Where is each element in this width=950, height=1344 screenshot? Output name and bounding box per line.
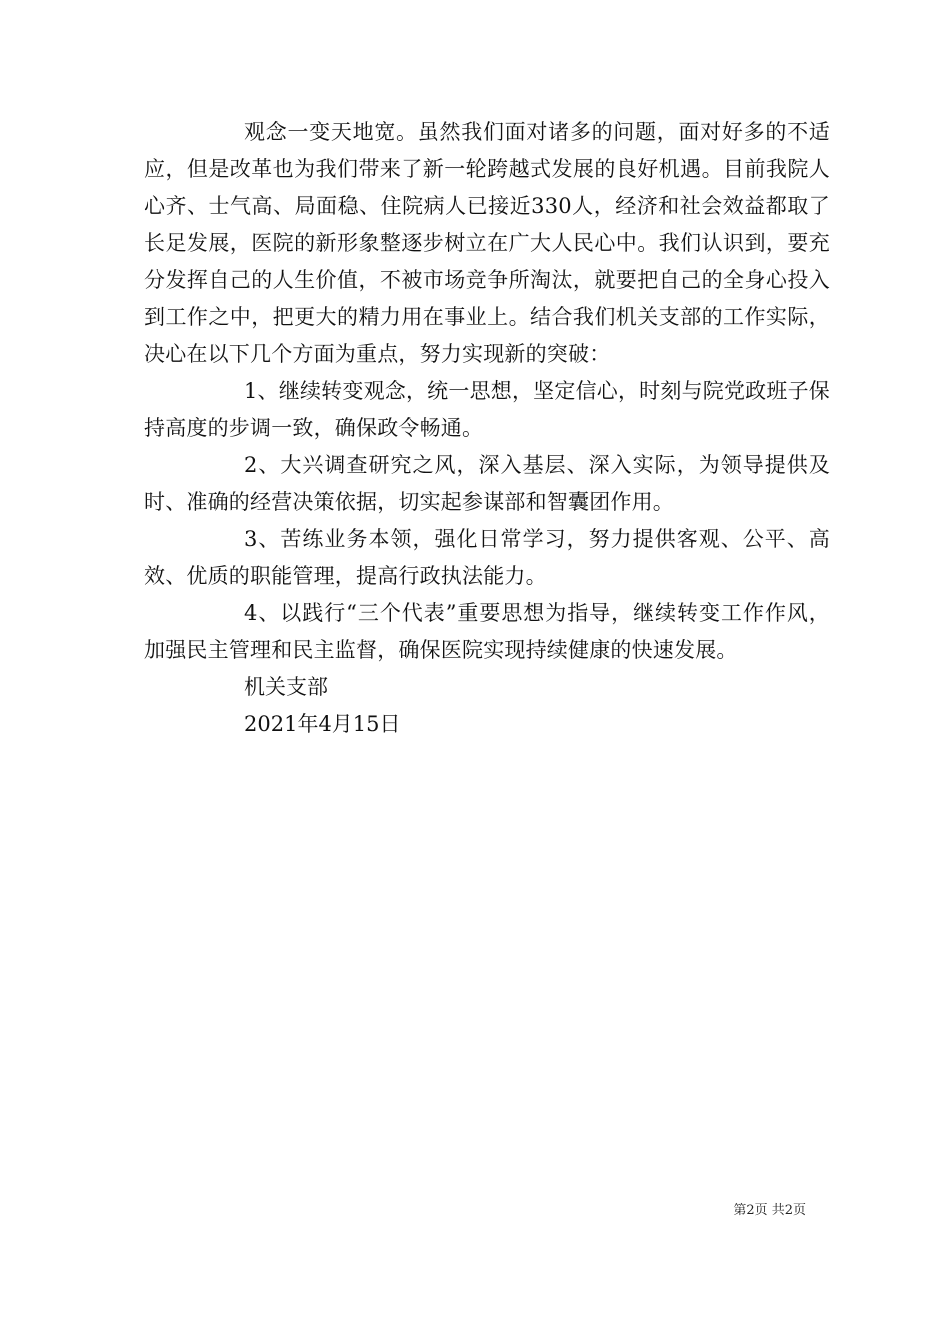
intro-paragraph: 观念一变天地宽。虽然我们面对诸多的问题，面对好多的不适应，但是改革也为我们带来了新一轮跨越式发展的良好机遇。目前我院人心齐、士气高、局面稳、住院病人已接近330人，经济和社会效益都取了长足发展，医院的新形象整逐步树立在广大人民心中。我们认识到，要充分发挥自己的人生价值，不被市场竞争所淘汰，就要把自己的全身心投入到工作之中，把更大的精力用在事业上。结合我们机关支部的工作实际，决心在以下几个方面为重点，努力实现新的突破： — [144, 120, 830, 366]
list-item: 2、大兴调查研究之风，深入基层、深入实际，为领导提供及时、准确的经营决策依据，切实起参谋部和智囊团作用。 — [144, 453, 830, 514]
list-item: 1、继续转变观念，统一思想，坚定信心，时刻与院党政班子保持高度的步调一致，确保政令畅通。 — [144, 379, 830, 440]
list-item: 3、苦练业务本领，强化日常学习，努力提供客观、公平、高效、优质的职能管理，提高行政执法能力。 — [144, 527, 830, 588]
page-number: 第2页 共2页 — [733, 1203, 806, 1218]
signature: 机关支部 — [244, 675, 328, 699]
document-body — [144, 114, 830, 743]
list-item: 4、以践行“三个代表”重要思想为指导，继续转变工作作风，加强民主管理和民主监督，确保医院实现持续健康的快速发展。 — [144, 601, 830, 662]
signature-date: 2021年4月15日 — [244, 712, 401, 736]
